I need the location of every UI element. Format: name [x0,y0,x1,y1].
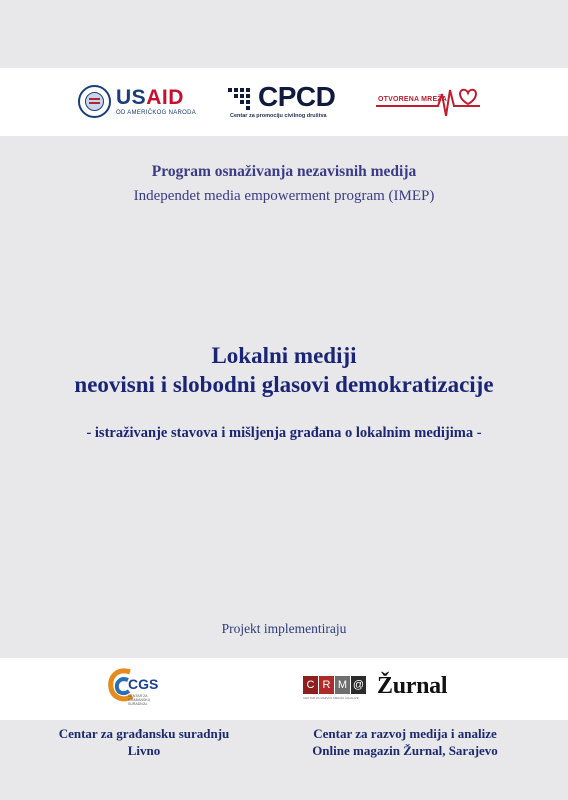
crma-letter-c: C [303,676,318,694]
usaid-wordmark: USAID [116,86,184,109]
usaid-seal-icon [78,85,111,118]
cpcd-dots-icon [228,88,256,110]
organization-right-name: Centar za razvoj medija i analize [313,726,497,741]
document-title-line-1: Lokalni mediji [211,343,357,368]
crma-logo [303,676,369,702]
organization-left-name: Centar za građansku suradnju [58,726,230,741]
usaid-tagline: OD AMERIČKOG NARODA [116,110,197,116]
cpcd-logo [228,81,353,122]
cgs-logo [106,666,170,712]
crma-letter-r: R [319,676,334,694]
zurnal-logo: Žurnal [377,673,448,699]
crma-letter-at: @ [351,676,366,694]
organization-right-magazine: Online magazin Žurnal, Sarajevo [312,743,498,758]
otvorena-mreza-logo [376,84,496,120]
cpcd-wordmark: CPCD [258,81,336,112]
document-subtitle: - istraživanje stavova i mišljenja građana o lokalnim medijima - [86,425,482,441]
implementer-logo-band [0,658,568,720]
otvorena-mreza-wordmark: OTVORENA MREŽA [378,96,448,103]
cgs-wordmark: CGS [128,676,159,692]
organization-right [282,725,528,759]
usaid-logo [78,85,198,121]
organization-left-city: Livno [127,743,161,758]
program-name-local: Program osnaživanja nezavisnih medija [151,163,417,180]
document-title-line-2: neovisni i slobodni glasovi demokratizacije [74,372,494,397]
cpcd-tagline: Centar za promociju civilnog društva [230,113,327,119]
organization-left [44,725,244,759]
crma-letter-m: M [335,676,350,694]
implementers-label: Projekt implementiraju [221,621,347,636]
program-name-english: Independet media empowerment program (IMEP) [133,188,435,204]
crma-tagline: CENTAR ZA RAZVOJ MEDIJA I ANALIZE [303,696,359,700]
cgs-tagline: CENTAR ZA GRAĐANSKU SURADNJU [128,694,151,706]
